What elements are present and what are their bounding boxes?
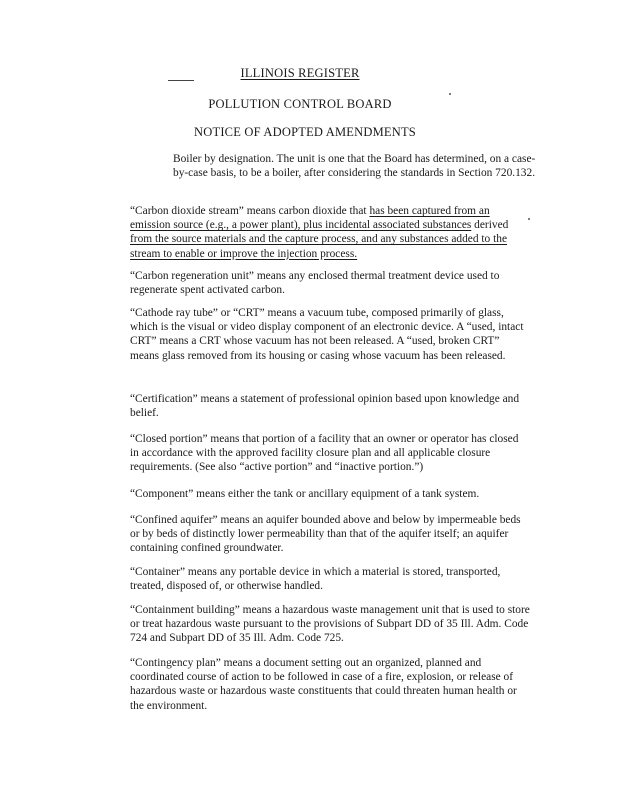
co2-underlined-part-2: from the source materials and the capture process, and any substances added to the stream to enable or improve the injection process. — [130, 233, 508, 260]
definition-container: “Container” means any portable device in which a material is stored, transported, treated, disposed of, or otherwise handled. — [130, 566, 501, 593]
co2-underlined-part-1: has been captured from an emission source (e.g., a power plant), plus incidental associated substances — [130, 205, 490, 232]
register-title — [175, 66, 425, 81]
definition-certification: “Certification” means a statement of professional opinion based upon knowledge and belief. — [130, 393, 520, 420]
co2-text-part-1: “Carbon dioxide stream” means carbon dioxide that — [130, 205, 370, 217]
scan-speck — [449, 93, 451, 95]
register-title-text: ILLINOIS REGISTER — [240, 66, 360, 80]
definition-component: “Component” means either the tank or ancillary equipment of a tank system. — [130, 488, 480, 500]
notice-title: NOTICE OF ADOPTED AMENDMENTS — [194, 125, 416, 139]
board-title: POLLUTION CONTROL BOARD — [208, 97, 392, 111]
definition-carbon-regeneration-unit: “Carbon regeneration unit” means any enclosed thermal treatment device used to regenerate spent activated carbon. — [130, 270, 500, 297]
definition-cathode-ray-tube: “Cathode ray tube” or “CRT” means a vacuum tube, composed primarily of glass, which is the visual or video display component of an electronic device. A “used, intact CRT” means a CRT whose vacuum has not been released. A “used, broken CRT” means glass removed from its housing or casing whose vacuum has been released. — [130, 307, 524, 362]
definition-carbon-dioxide-stream — [130, 204, 530, 261]
definition-boiler-by-designation: Boiler by designation. The unit is one that the Board has determined, on a case-by-case basis, to be a boiler, after considering the standards in Section 720.132. — [173, 153, 536, 180]
scan-speck — [528, 218, 530, 220]
co2-text-part-2: derived — [471, 219, 509, 232]
definition-closed-portion: “Closed portion” means that portion of a facility that an owner or operator has closed in accordance with the approved facility closure plan and all applicable closure requirements. (See also “active portion” and “inactive portion.”) — [130, 433, 519, 474]
definition-contingency-plan: “Contingency plan” means a document setting out an organized, planned and coordinated course of action to be followed in case of a fire, explosion, or release of hazardous waste or hazardous waste constituents that could threaten human health or the environment. — [130, 657, 517, 712]
definition-containment-building: “Containment building” means a hazardous waste management unit that is used to store or treat hazardous waste pursuant to the provisions of Subpart DD of 35 Ill. Adm. Code 724 and Subpart DD of 35 Ill. Adm. Code 725. — [130, 604, 530, 645]
definition-confined-aquifer: “Confined aquifer” means an aquifer bounded above and below by impermeable beds or by beds of distinctly lower permeability than that of the aquifer itself; an aquifer containing confined groundwater. — [130, 514, 521, 555]
